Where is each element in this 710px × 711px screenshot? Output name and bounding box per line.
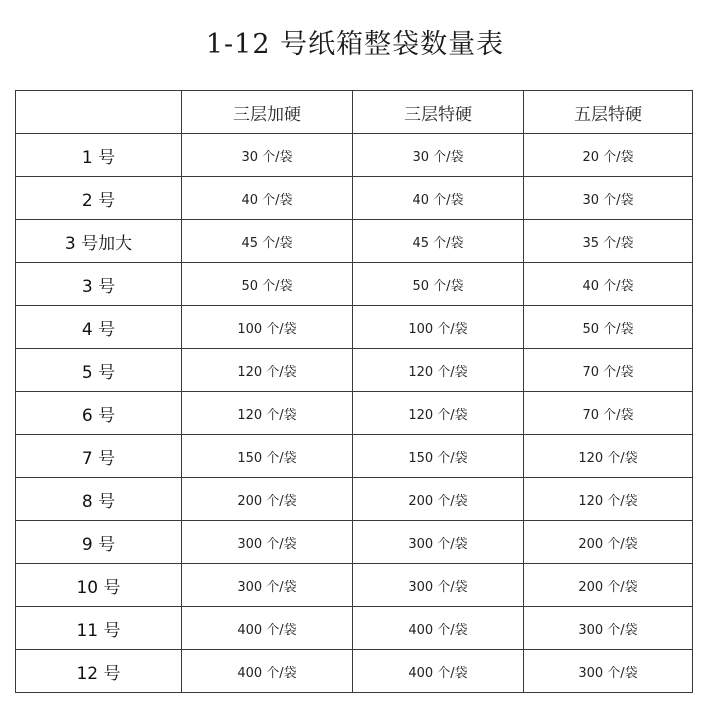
header-three-layer-extra-hard: 三层特硬 [353, 91, 524, 134]
table-row [16, 478, 693, 521]
qty-three-layer-extra-hard: 45 个/袋 [353, 220, 524, 263]
qty-three-layer-extra-hard: 400 个/袋 [353, 607, 524, 650]
box-size-label: 8 号 [16, 478, 182, 521]
page-title: 1-12 号纸箱整袋数量表 [205, 29, 505, 60]
qty-three-layer-reinforced: 120 个/袋 [182, 392, 353, 435]
box-size-label: 3 号加大 [16, 220, 182, 263]
table-row [16, 263, 693, 306]
qty-three-layer-reinforced: 50 个/袋 [182, 263, 353, 306]
qty-three-layer-reinforced: 150 个/袋 [182, 435, 353, 478]
qty-five-layer-extra-hard: 20 个/袋 [524, 134, 693, 177]
box-size-label: 4 号 [16, 306, 182, 349]
header-corner-cell [16, 91, 182, 134]
qty-five-layer-extra-hard: 40 个/袋 [524, 263, 693, 306]
table-row [16, 134, 693, 177]
box-size-label: 5 号 [16, 349, 182, 392]
table-row [16, 306, 693, 349]
table-row [16, 220, 693, 263]
qty-three-layer-extra-hard: 100 个/袋 [353, 306, 524, 349]
box-size-label: 9 号 [16, 521, 182, 564]
quantity-table [15, 90, 693, 693]
qty-five-layer-extra-hard: 200 个/袋 [524, 564, 693, 607]
qty-three-layer-reinforced: 400 个/袋 [182, 650, 353, 693]
qty-five-layer-extra-hard: 300 个/袋 [524, 607, 693, 650]
table-header-row [16, 91, 693, 134]
qty-three-layer-reinforced: 300 个/袋 [182, 521, 353, 564]
qty-five-layer-extra-hard: 300 个/袋 [524, 650, 693, 693]
header-three-layer-reinforced: 三层加硬 [182, 91, 353, 134]
qty-five-layer-extra-hard: 70 个/袋 [524, 349, 693, 392]
qty-three-layer-reinforced: 30 个/袋 [182, 134, 353, 177]
qty-three-layer-extra-hard: 40 个/袋 [353, 177, 524, 220]
qty-five-layer-extra-hard: 50 个/袋 [524, 306, 693, 349]
qty-five-layer-extra-hard: 200 个/袋 [524, 521, 693, 564]
qty-three-layer-extra-hard: 300 个/袋 [353, 521, 524, 564]
box-size-label: 3 号 [16, 263, 182, 306]
table-row [16, 564, 693, 607]
table-row [16, 349, 693, 392]
qty-three-layer-extra-hard: 400 个/袋 [353, 650, 524, 693]
qty-three-layer-reinforced: 400 个/袋 [182, 607, 353, 650]
box-size-label: 11 号 [16, 607, 182, 650]
box-size-label: 6 号 [16, 392, 182, 435]
qty-three-layer-extra-hard: 120 个/袋 [353, 349, 524, 392]
box-size-label: 7 号 [16, 435, 182, 478]
box-size-label: 1 号 [16, 134, 182, 177]
qty-three-layer-reinforced: 45 个/袋 [182, 220, 353, 263]
qty-three-layer-reinforced: 100 个/袋 [182, 306, 353, 349]
qty-three-layer-extra-hard: 120 个/袋 [353, 392, 524, 435]
header-five-layer-extra-hard: 五层特硬 [524, 91, 693, 134]
table-row [16, 521, 693, 564]
qty-three-layer-reinforced: 300 个/袋 [182, 564, 353, 607]
qty-three-layer-reinforced: 200 个/袋 [182, 478, 353, 521]
table-row [16, 607, 693, 650]
qty-three-layer-extra-hard: 300 个/袋 [353, 564, 524, 607]
qty-three-layer-reinforced: 40 个/袋 [182, 177, 353, 220]
qty-five-layer-extra-hard: 30 个/袋 [524, 177, 693, 220]
box-size-label: 2 号 [16, 177, 182, 220]
qty-five-layer-extra-hard: 70 个/袋 [524, 392, 693, 435]
box-size-label: 12 号 [16, 650, 182, 693]
qty-five-layer-extra-hard: 35 个/袋 [524, 220, 693, 263]
qty-three-layer-extra-hard: 30 个/袋 [353, 134, 524, 177]
table-row [16, 435, 693, 478]
box-size-label: 10 号 [16, 564, 182, 607]
table-row [16, 650, 693, 693]
qty-three-layer-extra-hard: 150 个/袋 [353, 435, 524, 478]
qty-five-layer-extra-hard: 120 个/袋 [524, 478, 693, 521]
qty-five-layer-extra-hard: 120 个/袋 [524, 435, 693, 478]
table-row [16, 392, 693, 435]
qty-three-layer-extra-hard: 200 个/袋 [353, 478, 524, 521]
qty-three-layer-extra-hard: 50 个/袋 [353, 263, 524, 306]
table-row [16, 177, 693, 220]
qty-three-layer-reinforced: 120 个/袋 [182, 349, 353, 392]
